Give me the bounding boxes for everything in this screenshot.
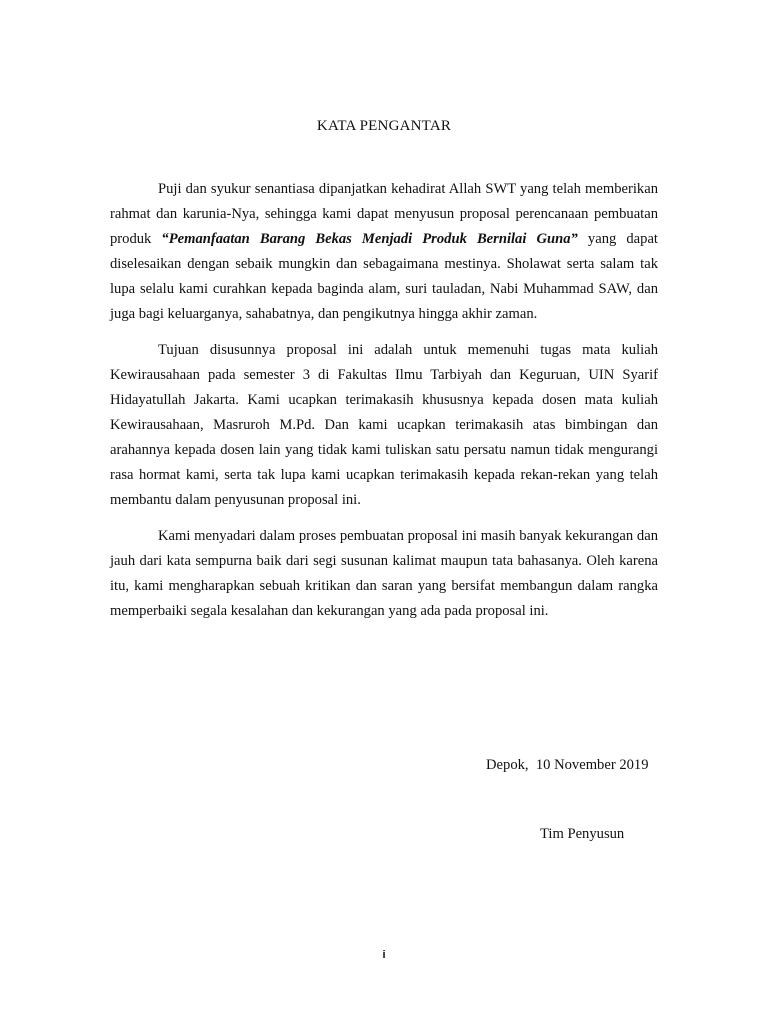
paragraph-3: Kami menyadari dalam proses pembuatan proposal ini masih banyak kekurangan dan jauh dari kata sempurna baik dari segi susunan kalimat maupun tata bahasanya. Oleh karena itu, kami mengharapkan sebuah kritikan dan saran yang bersifat membangun dalam rangka memperbaiki segala kesalahan dan kekurangan yang ada pada proposal ini. [110, 528, 658, 619]
place-and-date: Depok, 10 November 2019 [486, 757, 649, 773]
document-body [110, 177, 658, 635]
paragraph-1-text-start: Puji dan syukur senantiasa dipanjatkan kehadirat Allah SWT yang telah memberikan rahmat dan karunia-Nya, sehingga kami dapat menyusun proposal perencanaan pembuatan produk [110, 181, 658, 247]
signoff-author: Tim Penyusun [540, 826, 625, 842]
document-title: KATA PENGANTAR [316, 118, 452, 134]
paragraph-2: Tujuan disusunnya proposal ini adalah untuk memenuhi tugas mata kuliah Kewirausahaan pada semester 3 di Fakultas Ilmu Tarbiyah dan Keguruan, UIN Syarif Hidayatullah Jakarta. Kami ucapkan terimakasih khususnya kepada dosen mata kuliah Kewirausahaan, Masruroh M.Pd. Dan kami ucapkan terimakasih atas bimbingan dan arahannya kepada dosen lain yang tidak kami tuliskan satu persatu namun tidak mengurangi rasa hormat kami, serta tak lupa kami ucapkan terimakasih kepada rekan-rekan yang telah membantu dalam penyusunan proposal ini. [110, 342, 658, 508]
page-number: i [382, 949, 386, 961]
paragraph-1 [110, 177, 658, 327]
paragraph-1-text-end: yang dapat diselesaikan dengan sebaik mungkin dan sebagaimana mestinya. Sholawat serta salam tak lupa selalu kami curahkan kepada baginda alam, suri tauladan, Nabi Muhammad SAW, dan juga bagi keluarganya, sahabatnya, dan pengikutnya hingga akhir zaman. [110, 231, 658, 322]
product-title-emphasis: “Pemanfaatan Barang Bekas Menjadi Produk Bernilai Guna” [161, 231, 578, 247]
